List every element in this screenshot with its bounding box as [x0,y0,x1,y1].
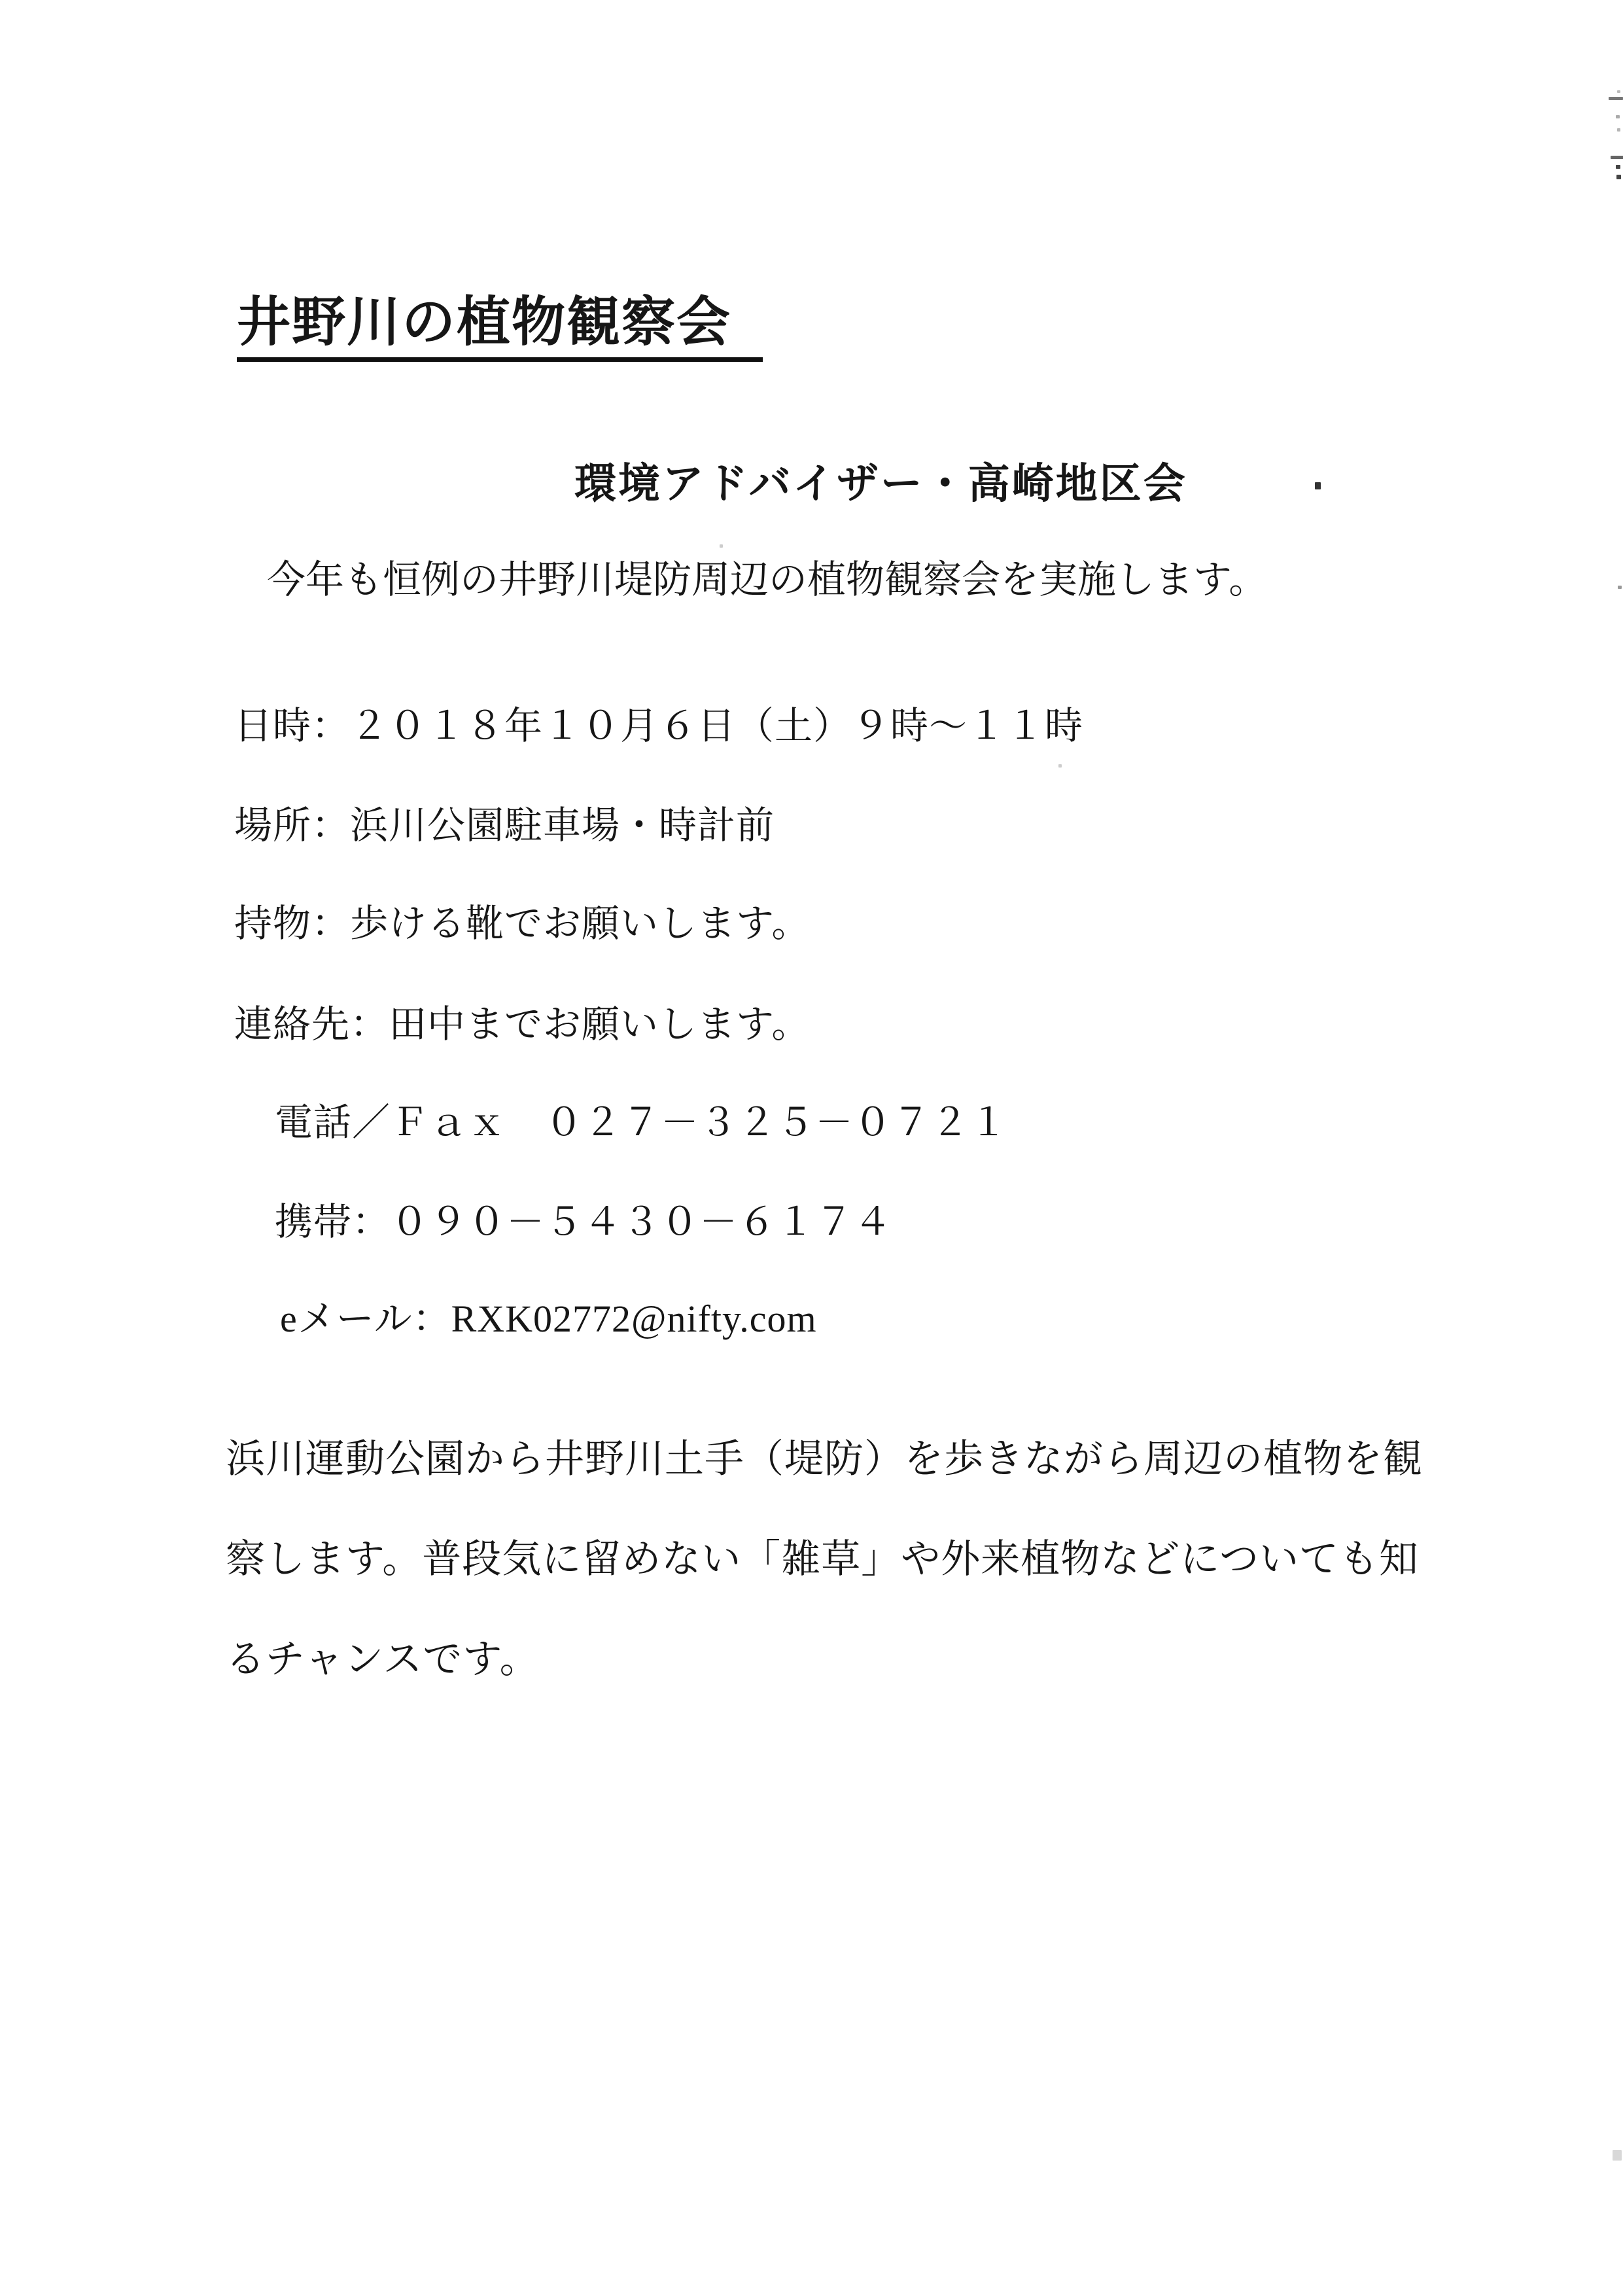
intro-line: 今年も恒例の井野川堤防周辺の植物観察会を実施します。 [267,558,1268,601]
document-subtitle: 環境アドバイザー・高崎地区会 [574,461,1187,507]
scan-speck [1617,128,1620,132]
scan-speck [1058,764,1062,768]
scan-speck [1616,165,1620,169]
detail-line-place: 場所：浜川公園駐車場・時計前 [234,804,775,847]
scan-speck [1616,115,1620,118]
document-title: 井野川の植物観察会 [237,293,763,362]
detail-line-contact: 連絡先：田中までお願いします。 [234,1003,811,1046]
body-line: 察します。普段気に留めない「雑草」や外来植物などについても知 [226,1538,1419,1581]
detail-line-phone-fax: 電話／Ｆａｘ ０２７－３２５－０７２１ [275,1101,1009,1144]
body-line: 浜川運動公園から井野川土手（堤防）を歩きながら周辺の植物を観 [226,1438,1423,1481]
scan-speck [1611,156,1623,159]
body-paragraph [226,1409,1456,1710]
scan-speck [1609,97,1623,100]
detail-line-datetime: 日時：２０１８年１０月６日（土）９時～１１時 [234,705,1084,747]
scan-speck [1613,2150,1622,2161]
scan-speck [720,544,723,548]
body-line: るチャンスです。 [226,1638,540,1681]
scan-speck [1616,175,1621,179]
detail-line-mobile: 携帯：０９０－５４３０－６１７４ [275,1201,893,1243]
detail-line-email: eメール：RXK02772@nifty.com [280,1298,817,1340]
scan-speck [1315,482,1321,489]
scan-speck [1617,90,1620,93]
scan-speck [1618,586,1622,589]
detail-line-belongings: 持物：歩ける靴でお願いします。 [234,902,811,945]
